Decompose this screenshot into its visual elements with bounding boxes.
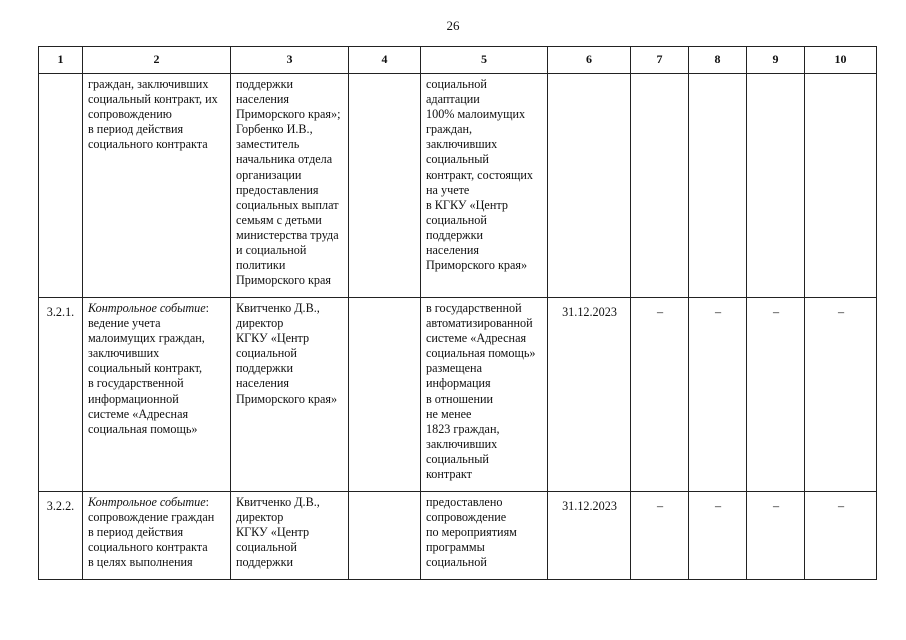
- page-number: 26: [446, 18, 460, 33]
- text-line: социальной: [426, 212, 487, 227]
- cell-col10: [805, 74, 877, 298]
- text-line: социальных выплат: [236, 197, 339, 212]
- cell-number: 3.2.1.: [39, 298, 83, 492]
- table-row-continuation: [39, 74, 877, 298]
- column-header: 2: [83, 47, 231, 74]
- text-line: программы: [426, 540, 485, 555]
- cell-col8: [689, 74, 747, 298]
- text-line: социальной: [426, 77, 487, 91]
- column-header: 8: [689, 47, 747, 74]
- text-line: социальный контракт, их: [88, 92, 218, 107]
- text-line: социальный: [426, 451, 489, 466]
- column-header: 5: [421, 47, 548, 74]
- column-header: 7: [631, 47, 689, 74]
- text-line: 1823 граждан,: [426, 421, 500, 436]
- text-line: заключивших: [426, 137, 498, 152]
- text-line: социального контракта: [88, 137, 208, 152]
- text-line: поддержки: [236, 555, 294, 570]
- text-line: Приморского края»: [426, 258, 528, 273]
- text-line: Приморского края»: [236, 391, 338, 406]
- text-line: социального контракта: [88, 540, 208, 555]
- text-line: социальная помощь»: [88, 421, 198, 436]
- text-line: размещена: [426, 361, 482, 376]
- text-line: по мероприятиям: [426, 525, 517, 540]
- text-line: Квитченко Д.В.,: [236, 495, 320, 509]
- text-line: заключивших: [426, 436, 498, 451]
- text-line: заместитель: [236, 137, 300, 152]
- cell-col4: [349, 492, 421, 580]
- text-line: Горбенко И.В.,: [236, 122, 313, 137]
- text-line: системе «Адресная: [88, 406, 189, 421]
- table-header-row: [39, 47, 877, 74]
- column-header: 10: [805, 47, 877, 74]
- column-header: 9: [747, 47, 805, 74]
- text-line: заключивших: [88, 346, 160, 361]
- text-line: населения: [236, 92, 290, 107]
- cell-responsible: [231, 492, 349, 580]
- text-line: малоимущих граждан,: [88, 331, 205, 346]
- text-line: граждан,: [426, 122, 473, 137]
- cell-event-text: Контрольное событие: ведение учета малоимущих граждан, заключивших социальный контракт, в государственной информационной системе «Адресная социальная помощь»: [83, 298, 231, 492]
- text-line: в период действия: [88, 525, 184, 540]
- event-label: Контрольное событие: [88, 495, 206, 509]
- text-line: сопровождение: [426, 510, 507, 525]
- text-line: не менее: [426, 406, 472, 421]
- cell-col4: [349, 298, 421, 492]
- cell-col7: –: [631, 492, 689, 580]
- cell-responsible: [231, 298, 349, 492]
- text-line: ведение учета: [88, 316, 161, 331]
- text-line: директор: [236, 510, 284, 525]
- text-line: поддержки: [426, 227, 484, 242]
- cell-result: [421, 298, 548, 492]
- text-line: социальной: [236, 346, 297, 361]
- text-line: населения: [426, 243, 480, 258]
- text-line: в государственной: [88, 376, 184, 391]
- text-line: предоставления: [236, 182, 319, 197]
- text-line: в КГКУ «Центр: [426, 197, 508, 212]
- text-line: сопровождение граждан: [88, 510, 215, 525]
- text-line: социальная помощь»: [426, 346, 536, 361]
- text-line: социальной: [426, 555, 487, 570]
- text-line: организации: [236, 167, 302, 182]
- text-line: министерства труда: [236, 227, 339, 242]
- text-line: предоставлено: [426, 495, 503, 509]
- column-header: 6: [548, 47, 631, 74]
- text-line: 100% малоимущих: [426, 107, 526, 122]
- cell-date: 31.12.2023: [548, 298, 631, 492]
- text-line: контракт, состоящих: [426, 167, 534, 182]
- text-line: директор: [236, 316, 284, 331]
- text-line: социальной: [236, 540, 297, 555]
- text-line: населения: [236, 376, 290, 391]
- column-header: 1: [39, 47, 83, 74]
- event-description: [88, 316, 226, 437]
- text-line: КГКУ «Центр: [236, 331, 310, 346]
- cell-event-text: [83, 74, 231, 298]
- text-line: Приморского края»;: [236, 107, 341, 122]
- text-line: адаптации: [426, 92, 480, 107]
- cell-number: 3.2.2.: [39, 492, 83, 580]
- text-line: КГКУ «Центр: [236, 525, 310, 540]
- text-line: информационной: [88, 391, 179, 406]
- cell-date: [548, 74, 631, 298]
- cell-col7: [631, 74, 689, 298]
- table-row-3-2-1: [39, 298, 877, 492]
- text-line: в целях выполнения: [88, 555, 193, 570]
- text-line: в государственной: [426, 301, 522, 315]
- text-line: семьям с детьми: [236, 212, 322, 227]
- text-line: в период действия: [88, 122, 184, 137]
- text-line: социальный: [426, 152, 489, 167]
- column-header: 3: [231, 47, 349, 74]
- cell-date: 31.12.2023: [548, 492, 631, 580]
- text-line: автоматизированной: [426, 316, 533, 331]
- cell-col4: [349, 74, 421, 298]
- text-line: социальный контракт,: [88, 361, 203, 376]
- plan-table: [38, 46, 877, 580]
- cell-col10: –: [805, 298, 877, 492]
- event-description: [88, 510, 226, 570]
- text-line: системе «Адресная: [426, 331, 527, 346]
- cell-col9: [747, 74, 805, 298]
- cell-result: [421, 492, 548, 580]
- text-line: поддержки: [236, 77, 294, 91]
- cell-col8: –: [689, 298, 747, 492]
- event-label: Контрольное событие: [88, 301, 206, 315]
- text-line: контракт: [426, 467, 472, 482]
- cell-result: [421, 74, 548, 298]
- text-line: информация: [426, 376, 491, 391]
- text-line: политики: [236, 258, 286, 273]
- text-line: Приморского края: [236, 273, 331, 288]
- cell-col7: –: [631, 298, 689, 492]
- cell-col9: –: [747, 492, 805, 580]
- cell-col10: –: [805, 492, 877, 580]
- text-line: в отношении: [426, 391, 494, 406]
- cell-number: [39, 74, 83, 298]
- cell-col8: –: [689, 492, 747, 580]
- text-line: начальника отдела: [236, 152, 333, 167]
- cell-responsible: [231, 74, 349, 298]
- cell-col9: –: [747, 298, 805, 492]
- column-header: 4: [349, 47, 421, 74]
- text-line: сопровождению: [88, 107, 172, 122]
- text-line: Квитченко Д.В.,: [236, 301, 320, 315]
- table-row-3-2-2: [39, 492, 877, 580]
- text-line: поддержки: [236, 361, 294, 376]
- cell-event-text: Контрольное событие: сопровождение граждан в период действия социального контракта в целях выполнения: [83, 492, 231, 580]
- text-line: и социальной: [236, 243, 307, 258]
- text-line: на учете: [426, 182, 470, 197]
- text-line: граждан, заключивших: [88, 77, 209, 91]
